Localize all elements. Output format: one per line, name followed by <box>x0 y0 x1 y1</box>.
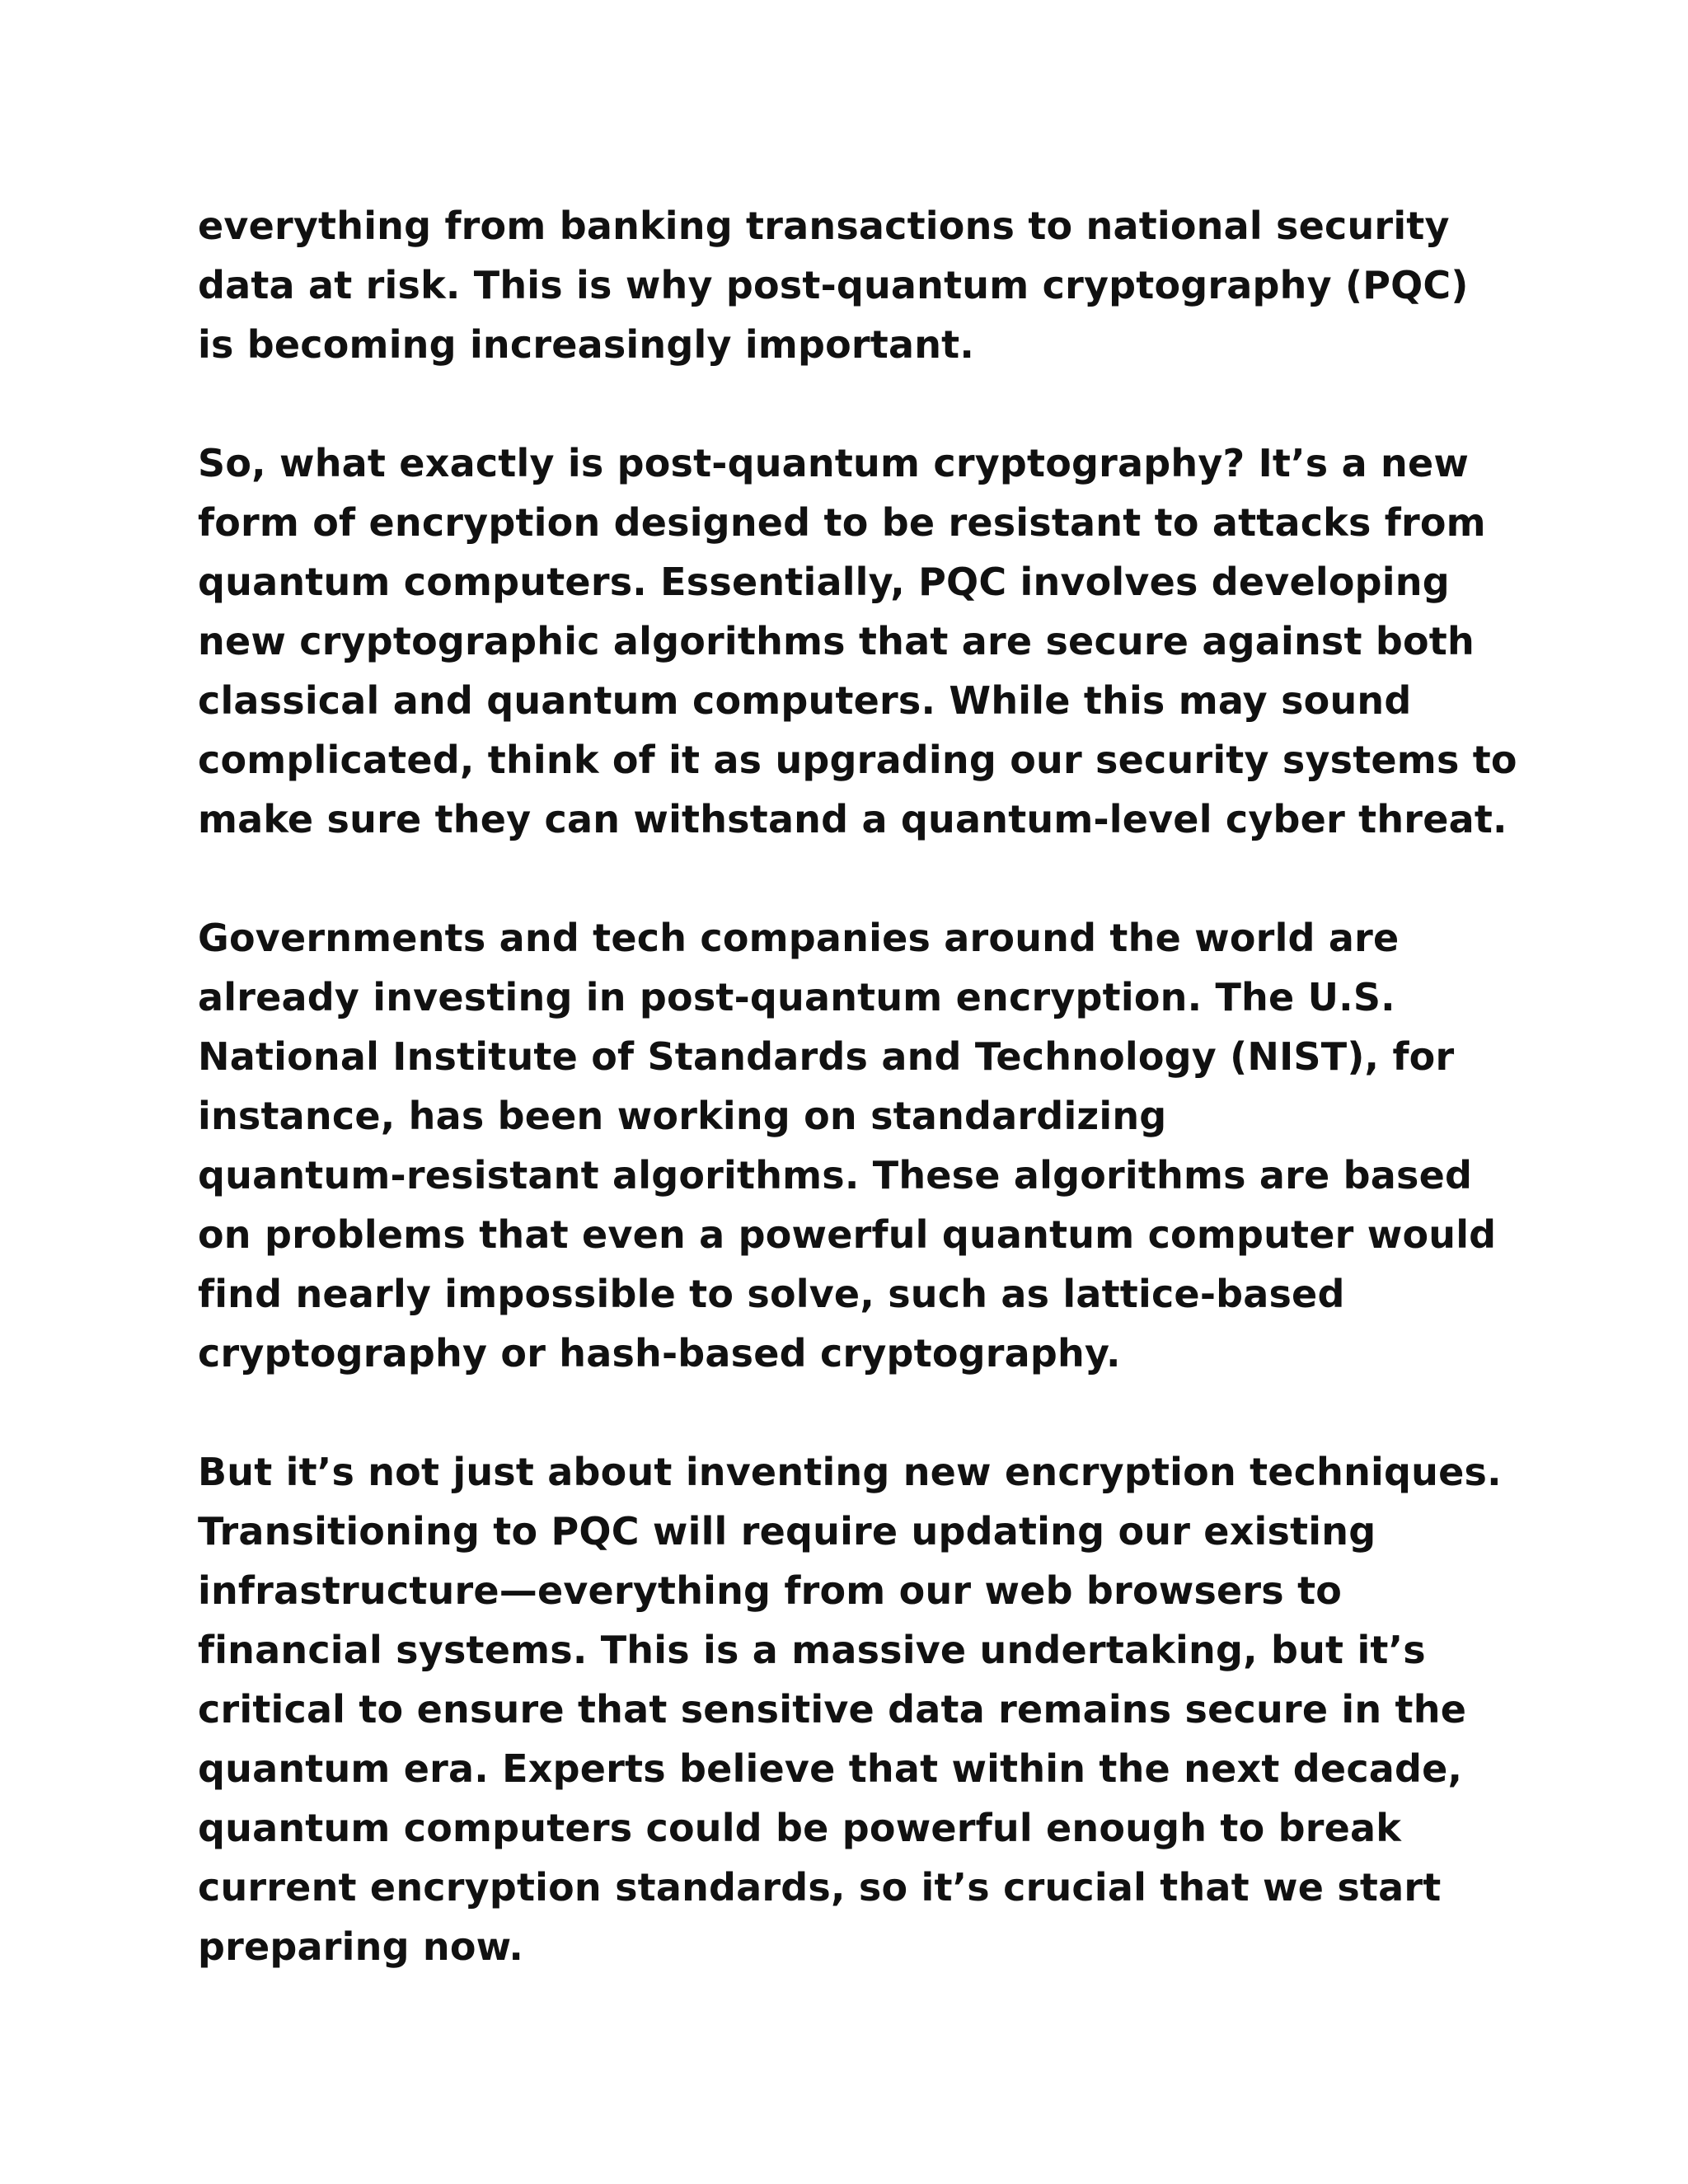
text-line: But it’s not just about inventing new encryption techniques. <box>198 1450 1502 1494</box>
text-line: quantum computers could be powerful enough to break <box>198 1806 1402 1850</box>
paragraph-4 <box>198 1442 1500 1976</box>
paragraph-2 <box>198 434 1517 849</box>
text-line: everything from banking transactions to national security <box>198 204 1450 248</box>
paragraph-3 <box>198 908 1500 1383</box>
text-line: critical to ensure that sensitive data remains secure in the <box>198 1687 1467 1732</box>
text-line: find nearly impossible to solve, such as lattice-based <box>198 1272 1345 1316</box>
document-body <box>198 196 1517 2036</box>
text-line: quantum era. Experts believe that within the next decade, <box>198 1746 1463 1791</box>
text-line: data at risk. This is why post-quantum cryptography (PQC) <box>198 263 1469 307</box>
text-line: new cryptographic algorithms that are secure against both <box>198 619 1475 663</box>
text-line: current encryption standards, so it’s crucial that we start <box>198 1865 1442 1910</box>
text-line: already investing in post-quantum encryption. The U.S. <box>198 975 1395 1019</box>
text-line: complicated, think of it as upgrading our security systems to <box>198 738 1517 782</box>
text-line: quantum-resistant algorithms. These algorithms are based <box>198 1153 1473 1197</box>
text-line: form of encryption designed to be resistant to attacks from <box>198 500 1486 545</box>
text-line: quantum computers. Essentially, PQC involves developing <box>198 560 1450 604</box>
text-line: is becoming increasingly important. <box>198 322 975 367</box>
text-line: Transitioning to PQC will require updating our existing <box>198 1509 1376 1554</box>
text-line: infrastructure—everything from our web browsers to <box>198 1568 1343 1613</box>
text-line: So, what exactly is post-quantum cryptography? It’s a new <box>198 441 1470 485</box>
text-line: financial systems. This is a massive undertaking, but it’s <box>198 1628 1426 1672</box>
text-line: preparing now. <box>198 1924 524 1969</box>
text-line: Governments and tech companies around the world are <box>198 916 1400 960</box>
text-line: National Institute of Standards and Technology (NIST), for <box>198 1034 1455 1079</box>
text-line: instance, has been working on standardizing <box>198 1094 1167 1138</box>
paragraph-1 <box>198 196 1500 374</box>
text-line: make sure they can withstand a quantum-level cyber threat. <box>198 797 1507 841</box>
text-line: on problems that even a powerful quantum computer would <box>198 1212 1497 1257</box>
text-line: cryptography or hash-based cryptography. <box>198 1331 1121 1376</box>
text-line: classical and quantum computers. While this may sound <box>198 678 1412 723</box>
